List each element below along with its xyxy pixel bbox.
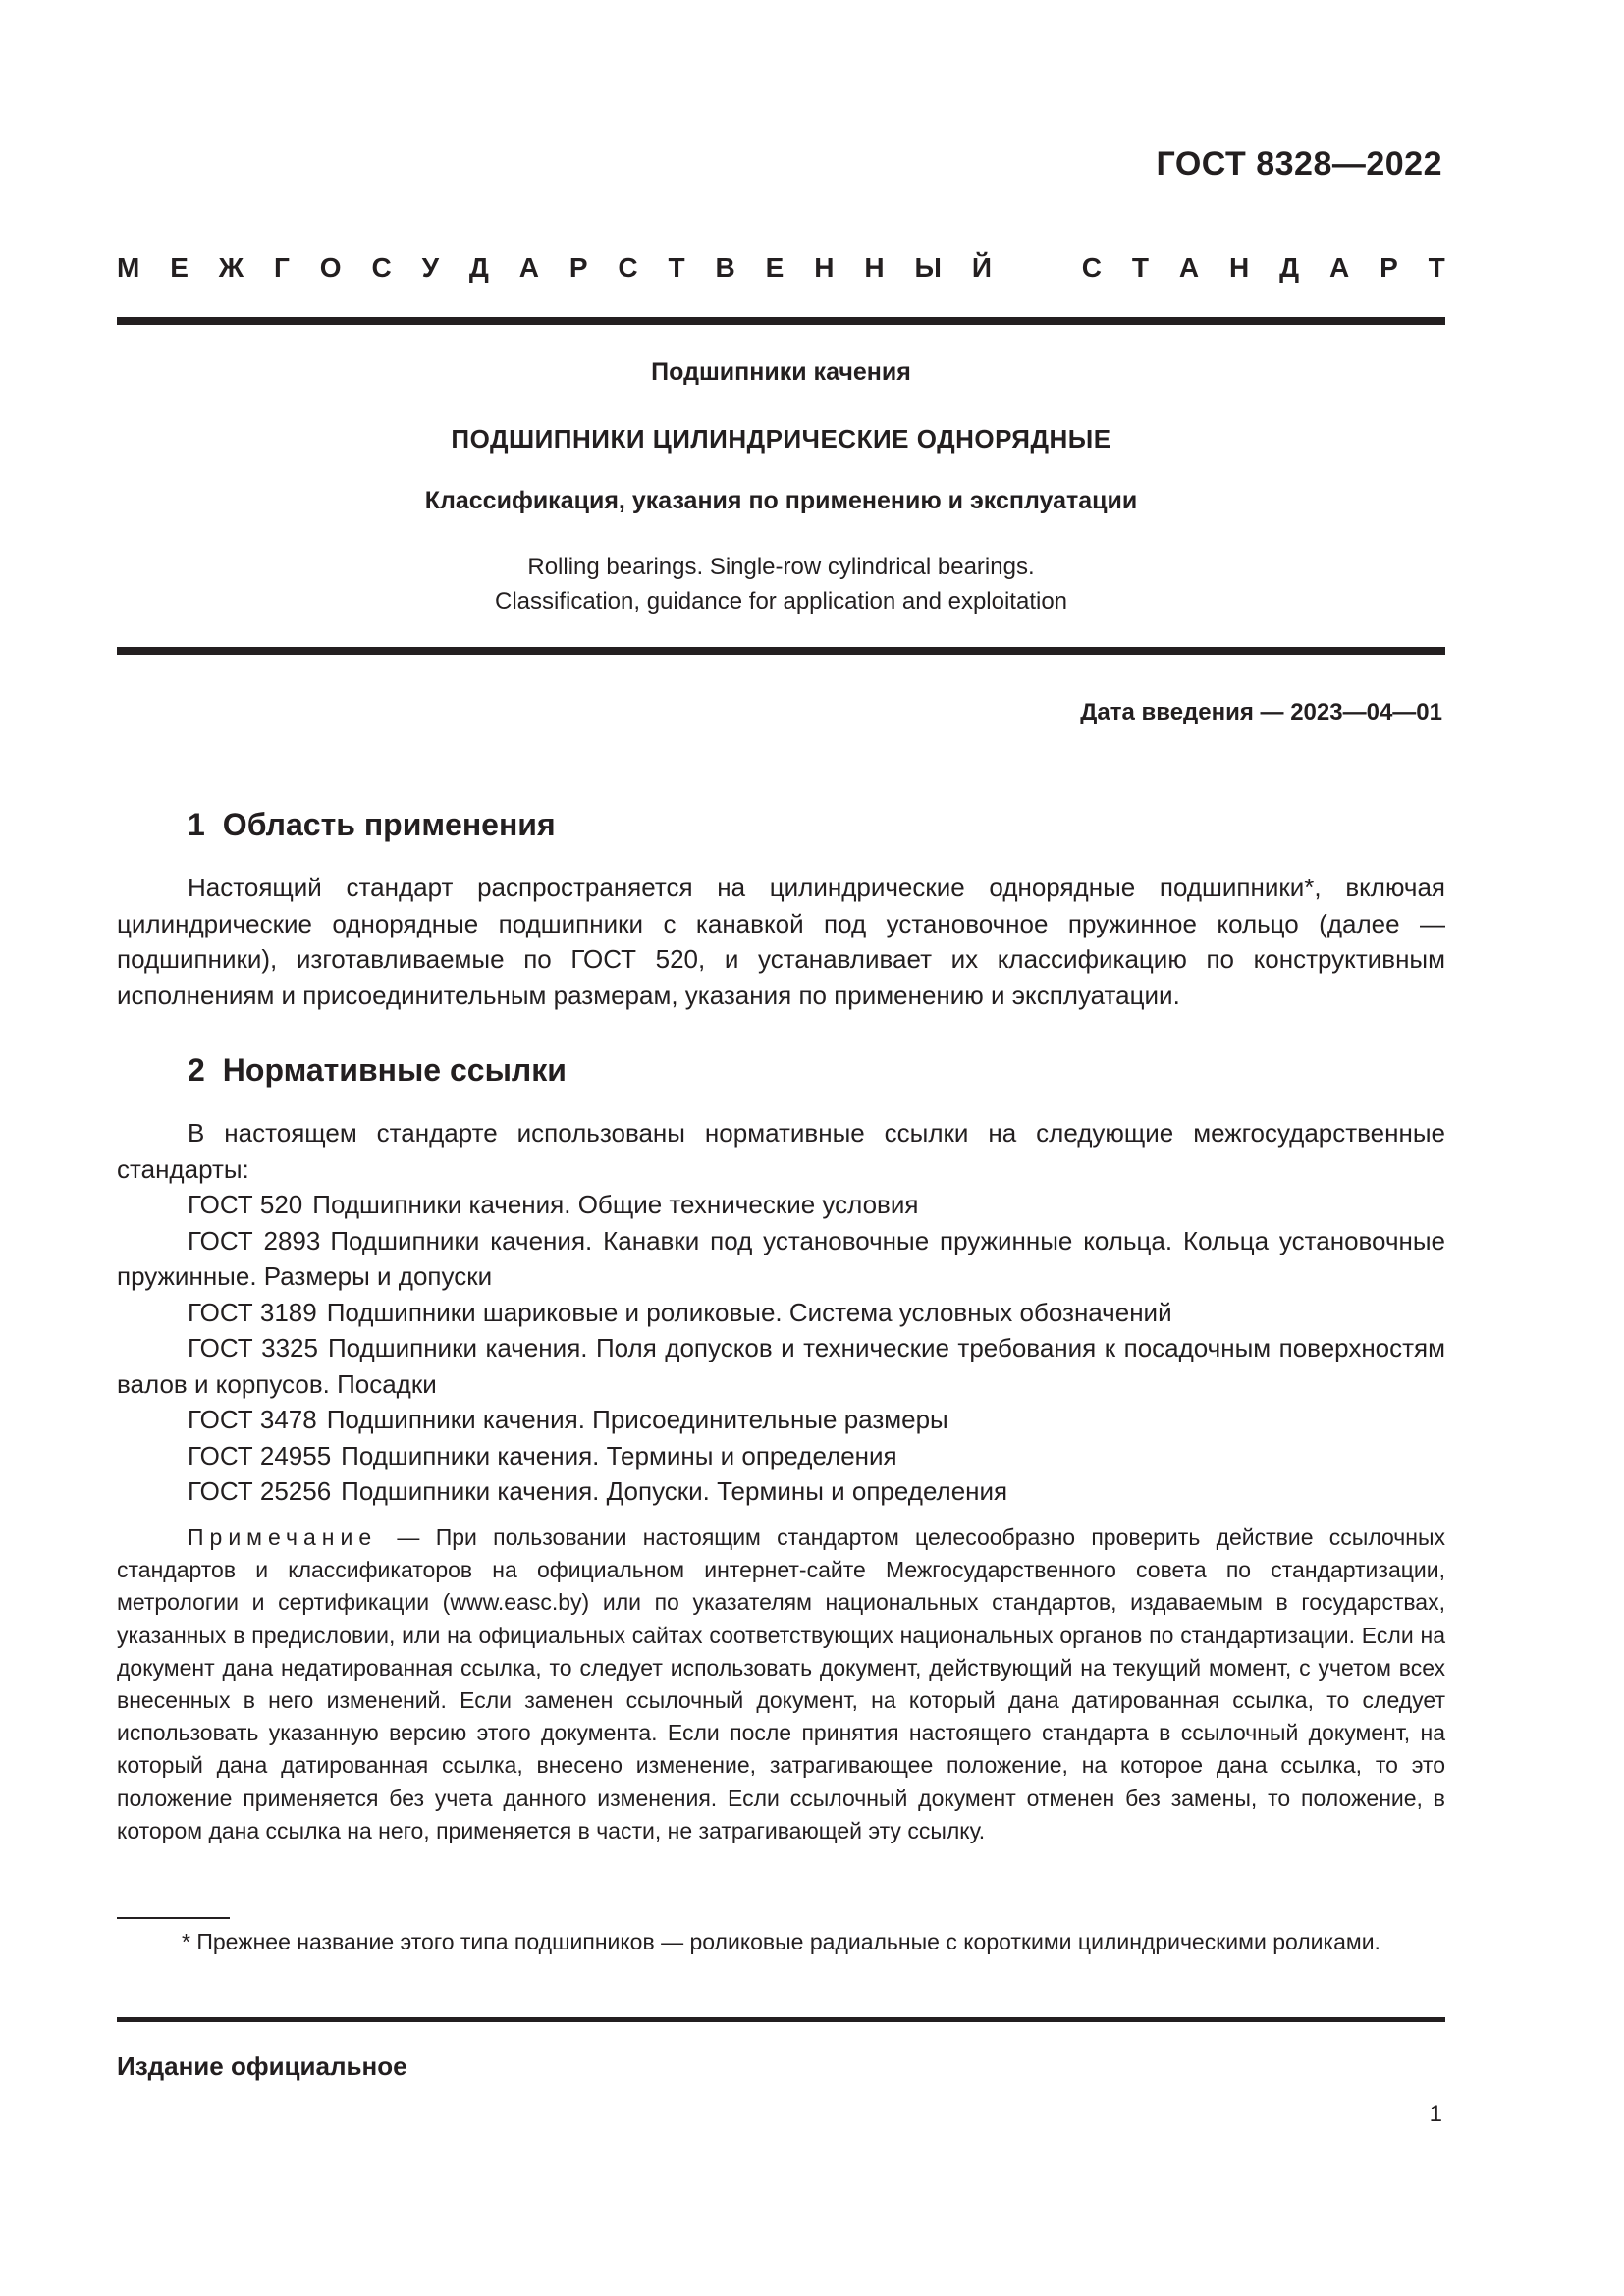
- title-english-line: Classification, guidance for application and exploitation: [494, 588, 1068, 614]
- reference-code: ГОСТ 3478: [188, 1405, 317, 1434]
- heading-letter: Т: [668, 252, 685, 283]
- heading-letter: А: [1178, 252, 1200, 283]
- top-rule: [117, 317, 1445, 325]
- reference-title: Подшипники качения. Поля допусков и технические требования к посадочным поверхностям валов и корпусов. Посадки: [117, 1333, 1445, 1399]
- heading-letter: М: [117, 252, 140, 283]
- heading-letter: Й: [971, 252, 992, 283]
- reference-code: ГОСТ 2893: [188, 1225, 321, 1255]
- footnote-separator: [117, 1917, 230, 1919]
- heading-letter: Н: [864, 252, 885, 283]
- title-bottom-rule: [117, 647, 1445, 655]
- reference-code: ГОСТ 3189: [188, 1297, 317, 1327]
- note-label: Примечание: [188, 1524, 378, 1550]
- edition-label: Издание официальное: [117, 2052, 407, 2081]
- standard-type-heading: [117, 252, 1445, 284]
- section-number: 1: [188, 807, 205, 842]
- heading-letter: Р: [1380, 252, 1398, 283]
- normative-references: [117, 1115, 1445, 1510]
- reference-item: [117, 1402, 1445, 1438]
- reference-title: Подшипники шариковые и роликовые. Система условных обозначений: [326, 1297, 1172, 1327]
- heading-letter: А: [518, 252, 539, 283]
- reference-item: [117, 1473, 1445, 1510]
- reference-code: ГОСТ 3325: [188, 1333, 318, 1362]
- page-number: 1: [1429, 2101, 1442, 2127]
- reference-item: [117, 1438, 1445, 1474]
- section-1-heading: [188, 807, 556, 843]
- reference-code: ГОСТ 25256: [188, 1476, 332, 1506]
- heading-letter: А: [1328, 252, 1350, 283]
- effective-date: Дата введения — 2023—04—01: [1080, 699, 1442, 725]
- heading-letter: Н: [814, 252, 835, 283]
- heading-letter: Т: [1131, 252, 1149, 283]
- reference-title: Подшипники качения. Термины и определения: [341, 1440, 897, 1470]
- section-2-heading: [188, 1052, 567, 1089]
- reference-code: ГОСТ 24955: [188, 1440, 332, 1470]
- title-subtitle: Классификация, указания по применению и эксплуатации: [424, 487, 1138, 514]
- section-title: Нормативные ссылки: [222, 1052, 567, 1088]
- reference-item: [117, 1295, 1445, 1331]
- section-title: Область применения: [222, 807, 556, 842]
- title-english: [117, 550, 1445, 618]
- reference-item: [117, 1330, 1445, 1402]
- note-paragraph: [117, 1522, 1445, 1847]
- heading-letter: Д: [468, 252, 489, 283]
- heading-letter: С: [618, 252, 638, 283]
- heading-letter: Ж: [218, 252, 244, 283]
- footnote: * Прежнее название этого типа подшипников — роликовые радиальные с короткими цилиндрическими роликами.: [182, 1929, 1380, 1954]
- references-intro: В настоящем стандарте использованы нормативные ссылки на следующие межгосударственные стандарты:: [117, 1118, 1445, 1184]
- heading-letter: Г: [274, 252, 290, 283]
- reference-code: ГОСТ 520: [188, 1190, 303, 1219]
- heading-letter: Е: [170, 252, 189, 283]
- heading-letter: Н: [1228, 252, 1250, 283]
- section-1-paragraph: Настоящий стандарт распространяется на цилиндрические однорядные подшипники*, включая цилиндрические однорядные подшипники с канавкой под установочное пружинное кольцо (далее — подшипники), изготавливаемые по ГОСТ 520, и устанавливает их классификацию по конструктивным исполнениям и присоединительным размерам, указания по применению и эксплуатации.: [117, 873, 1445, 1010]
- document-number: ГОСТ 8328—2022: [1156, 145, 1442, 183]
- reference-item: [117, 1187, 1445, 1223]
- reference-title: Подшипники качения. Присоединительные размеры: [326, 1405, 948, 1434]
- note-text: — При пользовании настоящим стандартом целесообразно проверить действие ссылочных стандартов и классификаторов на официальном интернет-сайте Межгосударственного совета по стандартизации, метрологии и сертификации (www.easc.by) или по указателям национальных стандартов, издаваемым в государствах, указанных в предисловии, или на официальных сайтах соответствующих национальных органов по стандартизации. Если на документ дана недатированная ссылка, то следует использовать документ, действующий на текущий момент, с учетом всех внесенных в него изменений. Если заменен ссылочный документ, на который дана датированная ссылка, то следует использовать указанную версию этого документа. Если после принятия настоящего стандарта в ссылочный документ, на который дана датированная ссылка, внесено изменение, затрагивающее положение, на которое дана ссылка, то это положение применяется без учета данного изменения. Если ссылочный документ отменен без замены, то положение, в котором дана ссылка на него, применяется в части, не затрагивающей эту ссылку.: [117, 1524, 1446, 1843]
- title-group: Подшипники качения: [651, 358, 911, 386]
- heading-letter: Ы: [914, 252, 942, 283]
- heading-letter: О: [319, 252, 342, 283]
- reference-title: Подшипники качения. Допуски. Термины и определения: [341, 1476, 1008, 1506]
- title-main: ПОДШИПНИКИ ЦИЛИНДРИЧЕСКИЕ ОДНОРЯДНЫЕ: [451, 424, 1111, 454]
- heading-letter: С: [371, 252, 392, 283]
- heading-letter: У: [421, 252, 439, 283]
- heading-letter: Р: [568, 252, 588, 283]
- reference-title: Подшипники качения. Канавки под установочные пружинные кольца. Кольца установочные пружинные. Размеры и допуски: [117, 1225, 1445, 1291]
- heading-letter: С: [1081, 252, 1102, 283]
- heading-letter: Е: [765, 252, 785, 283]
- heading-letter: Т: [1428, 252, 1445, 283]
- heading-letter: В: [715, 252, 735, 283]
- word-gap: [1022, 252, 1052, 284]
- reference-title: Подшипники качения. Общие технические условия: [312, 1190, 919, 1219]
- heading-letter: Д: [1279, 252, 1300, 283]
- reference-item: [117, 1223, 1445, 1295]
- title-english-line: Rolling bearings. Single-row cylindrical bearings.: [527, 554, 1035, 580]
- bottom-rule: [117, 2017, 1445, 2022]
- section-number: 2: [188, 1052, 205, 1088]
